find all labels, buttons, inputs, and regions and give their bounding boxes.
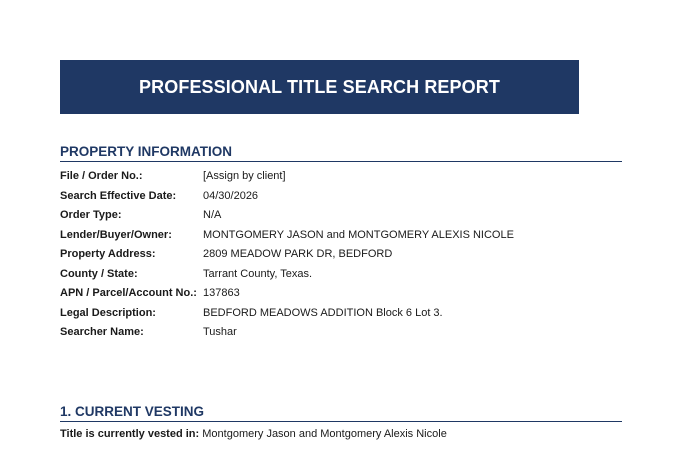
info-value: BEDFORD MEADOWS ADDITION Block 6 Lot 3.: [203, 306, 443, 319]
info-label: APN / Parcel/Account No.:: [60, 287, 197, 299]
info-value: 2809 MEADOW PARK DR, BEDFORD: [203, 248, 393, 260]
info-value: 04/30/2026: [203, 189, 259, 202]
info-label: Legal Description:: [60, 306, 156, 319]
report-title: PROFESSIONAL TITLE SEARCH REPORT: [139, 76, 500, 97]
info-label: Search Effective Date:: [60, 189, 177, 202]
info-row-legal-description: [60, 307, 620, 320]
info-row-lender-buyer-owner: [60, 229, 620, 242]
vesting-value: Montgomery Jason and Montgomery Alexis Nicole: [202, 428, 447, 440]
info-label: Order Type:: [60, 209, 122, 221]
info-row-searcher-name: [60, 326, 620, 339]
info-row-effective-date: [60, 190, 620, 203]
info-row-county-state: [60, 268, 620, 281]
info-label: File / Order No.:: [60, 170, 143, 182]
info-value: Tarrant County, Texas.: [203, 267, 313, 280]
vesting-statement: [60, 428, 640, 440]
info-value: N/A: [203, 209, 222, 221]
vesting-label: Title is currently vested in:: [60, 428, 200, 440]
info-value: Tushar: [203, 326, 237, 338]
info-label: Property Address:: [60, 248, 156, 260]
info-row-file-order: [60, 170, 620, 183]
info-value: 137863: [203, 287, 240, 299]
info-value: [Assign by client]: [203, 170, 286, 182]
info-row-property-address: [60, 248, 620, 261]
property-information-heading: PROPERTY INFORMATION: [60, 144, 622, 162]
info-value: MONTGOMERY JASON and MONTGOMERY ALEXIS NICOLE: [203, 228, 514, 241]
clipped-text-line: [60, 453, 620, 459]
info-row-order-type: [60, 209, 620, 222]
info-label: Searcher Name:: [60, 326, 144, 338]
info-label: Lender/Buyer/Owner:: [60, 228, 172, 241]
property-info-table: [60, 170, 620, 346]
info-row-apn: [60, 287, 620, 300]
report-title-banner: [60, 60, 579, 114]
info-label: County / State:: [60, 267, 138, 280]
current-vesting-heading: 1. CURRENT VESTING: [60, 404, 622, 422]
